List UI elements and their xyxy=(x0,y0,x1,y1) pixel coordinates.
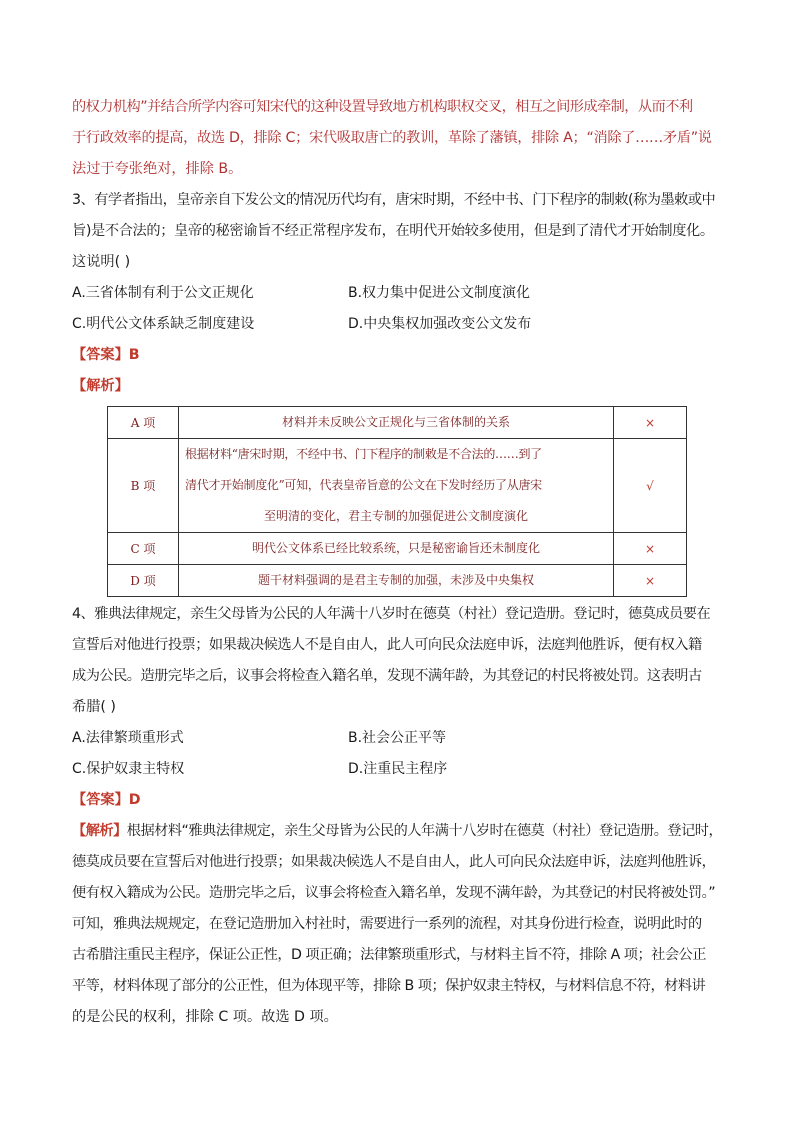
table-row xyxy=(108,533,687,565)
q4-analysis-line: 的是公民的权利，排除 C 项。故选 D 项。 xyxy=(72,1009,338,1025)
q4-stem-line-1: 4、雅典法律规定，亲生父母皆为公民的人年满十八岁时在德莫（村社）登记造册。登记时，德莫成员要在 xyxy=(72,606,711,622)
answer-value: B xyxy=(128,347,140,363)
q4-options-row-1 xyxy=(72,723,722,754)
q3-stem-line-3: 这说明( ) xyxy=(72,254,131,270)
q4-analysis-line: 可知，雅典法规规定，在登记造册加入村社时，需要进行一系列的流程，对其身份进行检查，说明此时的 xyxy=(72,916,702,932)
row-reason: 题干材料强调的是君主专制的加强，未涉及中央集权 xyxy=(179,565,614,597)
row-item: B 项 xyxy=(108,439,179,533)
question-3 xyxy=(72,185,722,597)
wrong-mark-icon: × xyxy=(614,565,687,597)
q4-options-row-2 xyxy=(72,754,722,785)
row-item: C 项 xyxy=(108,533,179,565)
check-mark-icon: √ xyxy=(614,439,687,533)
answer-value: D xyxy=(128,792,141,808)
q4-option-c[interactable]: C.保护奴隶主特权 xyxy=(72,761,185,777)
row-item: A 项 xyxy=(108,407,179,439)
q3-option-b[interactable]: B.权力集中促进公文制度演化 xyxy=(348,285,531,301)
q4-analysis-line: 德莫成员要在宣誓后对他进行投票；如果裁决候选人不是自由人，此人可向民众法庭申诉，法庭判他胜诉， xyxy=(72,854,716,870)
row-reason: 材料并未反映公文正规化与三省体制的关系 xyxy=(179,407,614,439)
wrong-mark-icon: × xyxy=(614,407,687,439)
red-text: 法过于夸张绝对，排除 B。 xyxy=(72,161,243,177)
document-page xyxy=(72,92,722,1033)
q3-stem-line-2: 旨)是不合法的；皇帝的秘密谕旨不经正常程序发布，在明代开始较多使用，但是到了清代才开始制度化。 xyxy=(72,223,714,239)
q4-analysis-line: 平等，材料体现了部分的公正性，但为体现平等，排除 B 项；保护奴隶主特权，与材料信息不符，材料讲 xyxy=(72,978,706,994)
q4-analysis-line: 便有权入籍成为公民。造册完毕之后，议事会将检查入籍名单，发现不满年龄，为其登记的村民将被处罚。” xyxy=(72,885,716,901)
wrong-mark-icon: × xyxy=(614,533,687,565)
analysis-text: 根据材料“雅典法律规定，亲生父母皆为公民的人年满十八岁时在德莫（村社）登记造册。登记时， xyxy=(126,823,723,839)
analysis-label: 【解析】 xyxy=(72,823,127,839)
q2-line-3 xyxy=(72,154,722,185)
analysis-label: 【解析】 xyxy=(72,378,129,394)
row-reason: 明代公文体系已经比较系统，只是秘密谕旨还未制度化 xyxy=(179,533,614,565)
q3-answer xyxy=(72,340,722,371)
answer-label: 【答案】 xyxy=(72,347,129,363)
question-4 xyxy=(72,599,722,1033)
q4-option-d[interactable]: D.注重民主程序 xyxy=(348,761,448,777)
q2-line-2 xyxy=(72,123,722,154)
q4-option-a[interactable]: A.法律繁琐重形式 xyxy=(72,730,184,746)
q4-stem-line-2: 宣誓后对他进行投票；如果裁决候选人不是自由人，此人可向民众法庭申诉，法庭判他胜诉，便有权入籍 xyxy=(72,637,702,653)
q3-option-c[interactable]: C.明代公文体系缺乏制度建设 xyxy=(72,316,255,332)
row-item: D 项 xyxy=(108,565,179,597)
q4-analysis-line: 古希腊注重民主程序，保证公正性，D 项正确；法律繁琐重形式，与材料主旨不符，排除 A 项；社会公正 xyxy=(72,947,706,963)
row-reason: 根据材料“唐宋时期，不经中书、门下程序的制敕是不合法的……到了 清代才开始制度化”可知，代表皇帝旨意的公文在下发时经历了从唐宋 至明清的变化，君主专制的加强促进公文制度演化 xyxy=(179,439,614,533)
q2-explanation-tail xyxy=(72,92,722,185)
red-text: 的权力机构”并结合所学内容可知宋代的这种设置导致地方机构职权交叉，相互之间形成牵制，从而不利 xyxy=(72,99,693,115)
q3-option-d[interactable]: D.中央集权加强改变公文发布 xyxy=(348,316,532,332)
q4-answer xyxy=(72,785,722,816)
q3-stem-line-1: 3、有学者指出，皇帝亲自下发公文的情况历代均有，唐宋时期，不经中书、门下程序的制敕(称为墨敕或中 xyxy=(72,192,716,208)
table-row xyxy=(108,565,687,597)
red-text: 于行政效率的提高，故选 D，排除 C；宋代吸取唐亡的教训，革除了藩镇，排除 A；“消除了……矛盾”说 xyxy=(72,130,712,146)
analysis-table xyxy=(107,406,687,597)
q4-stem-line-3: 成为公民。造册完毕之后，议事会将检查入籍名单，发现不满年龄，为其登记的村民将被处罚。这表明古 xyxy=(72,668,702,684)
table-row xyxy=(108,407,687,439)
q3-options-row-2 xyxy=(72,309,722,340)
q2-line-1 xyxy=(72,92,722,123)
q3-analysis-heading xyxy=(72,371,722,402)
q4-analysis-line-1 xyxy=(72,816,722,847)
q4-option-b[interactable]: B.社会公正平等 xyxy=(348,730,447,746)
q3-option-a[interactable]: A.三省体制有利于公文正规化 xyxy=(72,285,254,301)
answer-label: 【答案】 xyxy=(72,792,129,808)
q4-stem-line-4: 希腊( ) xyxy=(72,699,116,715)
q3-options-row-1 xyxy=(72,278,722,309)
table-row xyxy=(108,439,687,533)
